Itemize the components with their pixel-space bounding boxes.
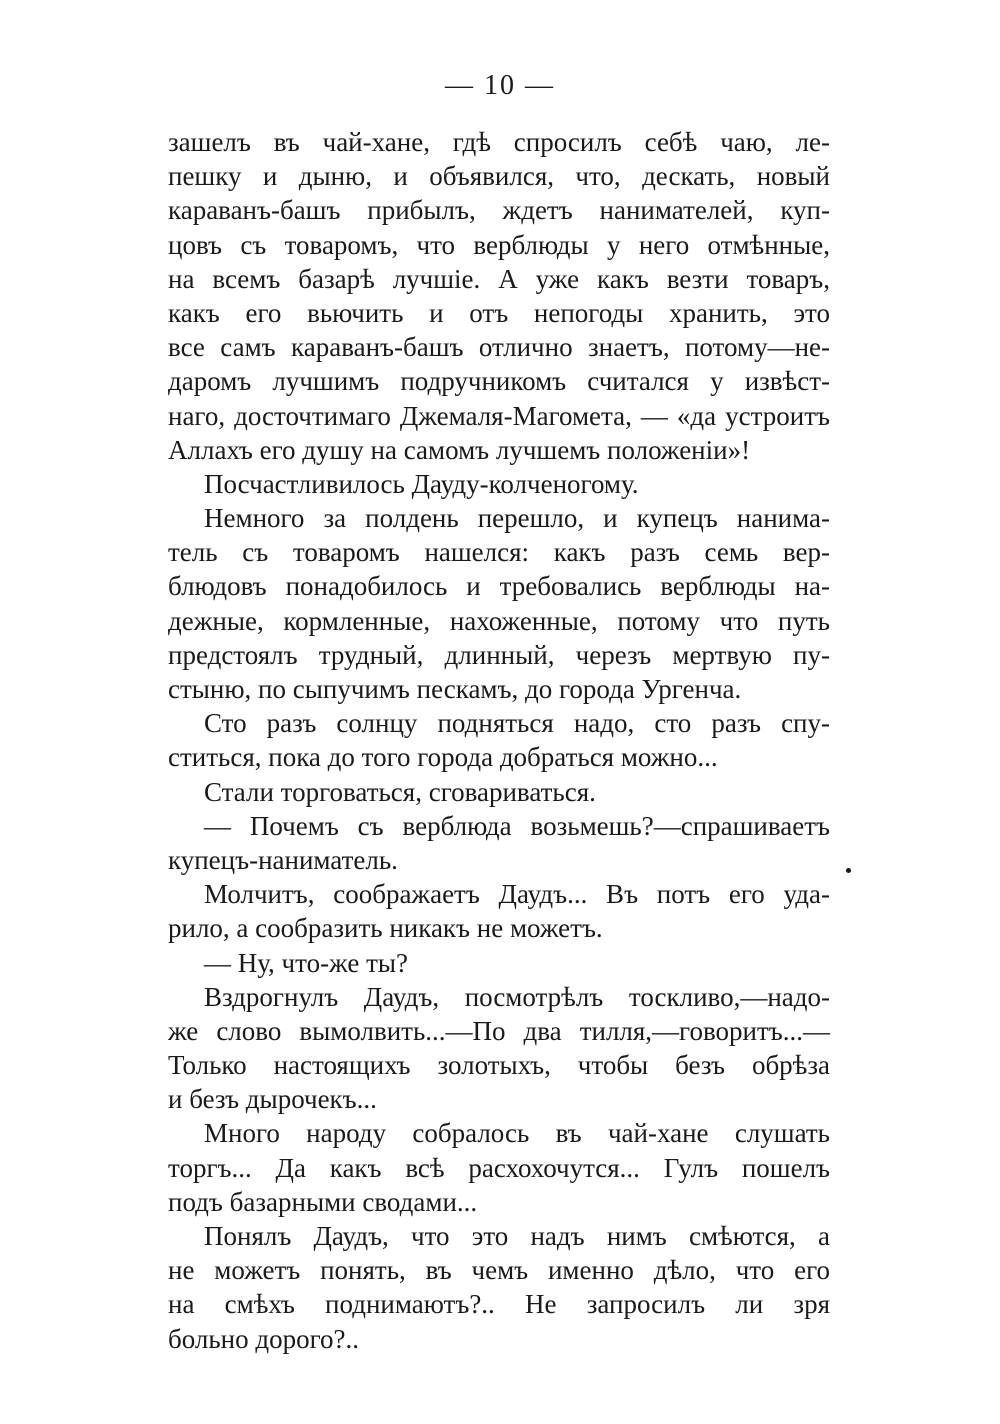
text-line: тель съ товаромъ нашелся: какъ разъ семь вер- [168,537,830,568]
text-line: блюдовъ понадобилось и требовались верблюды на- [168,571,830,602]
text-line: зашелъ въ чай-хане, гдѣ спросилъ себѣ чаю, ле- [168,127,830,157]
text-line: даромъ лучшимъ подручникомъ считался у извѣст- [168,366,830,397]
text-line: купецъ-наниматель. [168,844,398,875]
text-line: какъ его вьючить и отъ непогоды хранить, это [168,297,830,328]
text-line: подъ базарными сводами... [168,1186,478,1217]
text-line: рило, а сообразить никакъ не можетъ. [168,913,603,944]
text-line: же слово вымолвить...—По два тилля,—говоритъ...— [168,1015,830,1046]
body-text [168,125,830,1356]
print-speck [846,868,851,873]
paragraph-line: Много народу собралось въ чай-хане слушать [204,1118,830,1149]
text-line: стыню, по сыпучимъ пескамъ, до города Ургенча. [168,674,742,704]
text-line: на смѣхъ поднимаютъ?.. Не запросилъ ли зря [168,1289,830,1320]
paragraph-line: — Почемъ съ верблюда возьмешь?—спрашиваетъ [204,810,830,841]
text-line: на всемъ базарѣ лучшіе. А уже какъ везти товаръ, [168,263,830,294]
text-line: дежные, кормленные, нахоженные, потому что путь [168,605,830,636]
text-line: Только настоящихъ золотыхъ, чтобы безъ обрѣза [168,1050,830,1081]
text-line: караванъ-башъ прибылъ, ждетъ нанимателей, куп- [168,195,830,226]
page-number: — 10 — [445,70,555,101]
text-line: ститься, пока до того города добраться можно... [168,742,718,773]
paragraph-line: Немного за полдень перешло, и купецъ нанима- [204,503,830,534]
paragraph-line: Посчастливилось Дауду-колченогому. [204,468,639,499]
paragraph-line: Понялъ Даудъ, что это надъ нимъ смѣются, а [204,1221,830,1251]
text-line: пешку и дыню, и объявился, что, дескать, новый [168,161,830,192]
text-line: и безъ дырочекъ... [168,1084,377,1115]
paragraph-line: Сто разъ солнцу подняться надо, сто разъ спу- [204,708,830,739]
text-line: наго, досточтимаго Джемаля-Магомета, — «да устроитъ [168,400,830,431]
text-line: Аллахъ его душу на самомъ лучшемъ положеніи»! [168,434,751,465]
paragraph-line: Стали торговаться, сговариваться. [204,776,596,807]
text-line: больно дорого?.. [168,1323,359,1354]
text-line: предстоялъ трудный, длинный, черезъ мертвую пу- [168,639,830,670]
paragraph-line: Молчитъ, соображаетъ Даудъ... Въ потъ его уда- [204,879,830,910]
text-line: не можетъ понять, въ чемъ именно дѣло, что его [168,1255,830,1286]
paragraph-line: Вздрогнулъ Даудъ, посмотрѣлъ тоскливо,—надо- [204,981,830,1012]
paragraph-line: — Ну, что-же ты? [204,947,409,978]
text-line: все самъ караванъ-башъ отлично знаетъ, потому—не- [168,332,830,363]
text-line: цовъ съ товаромъ, что верблюды у него отмѣнные, [168,229,830,260]
text-line: торгъ... Да какъ всѣ расхохочутся... Гулъ пошелъ [168,1152,830,1183]
